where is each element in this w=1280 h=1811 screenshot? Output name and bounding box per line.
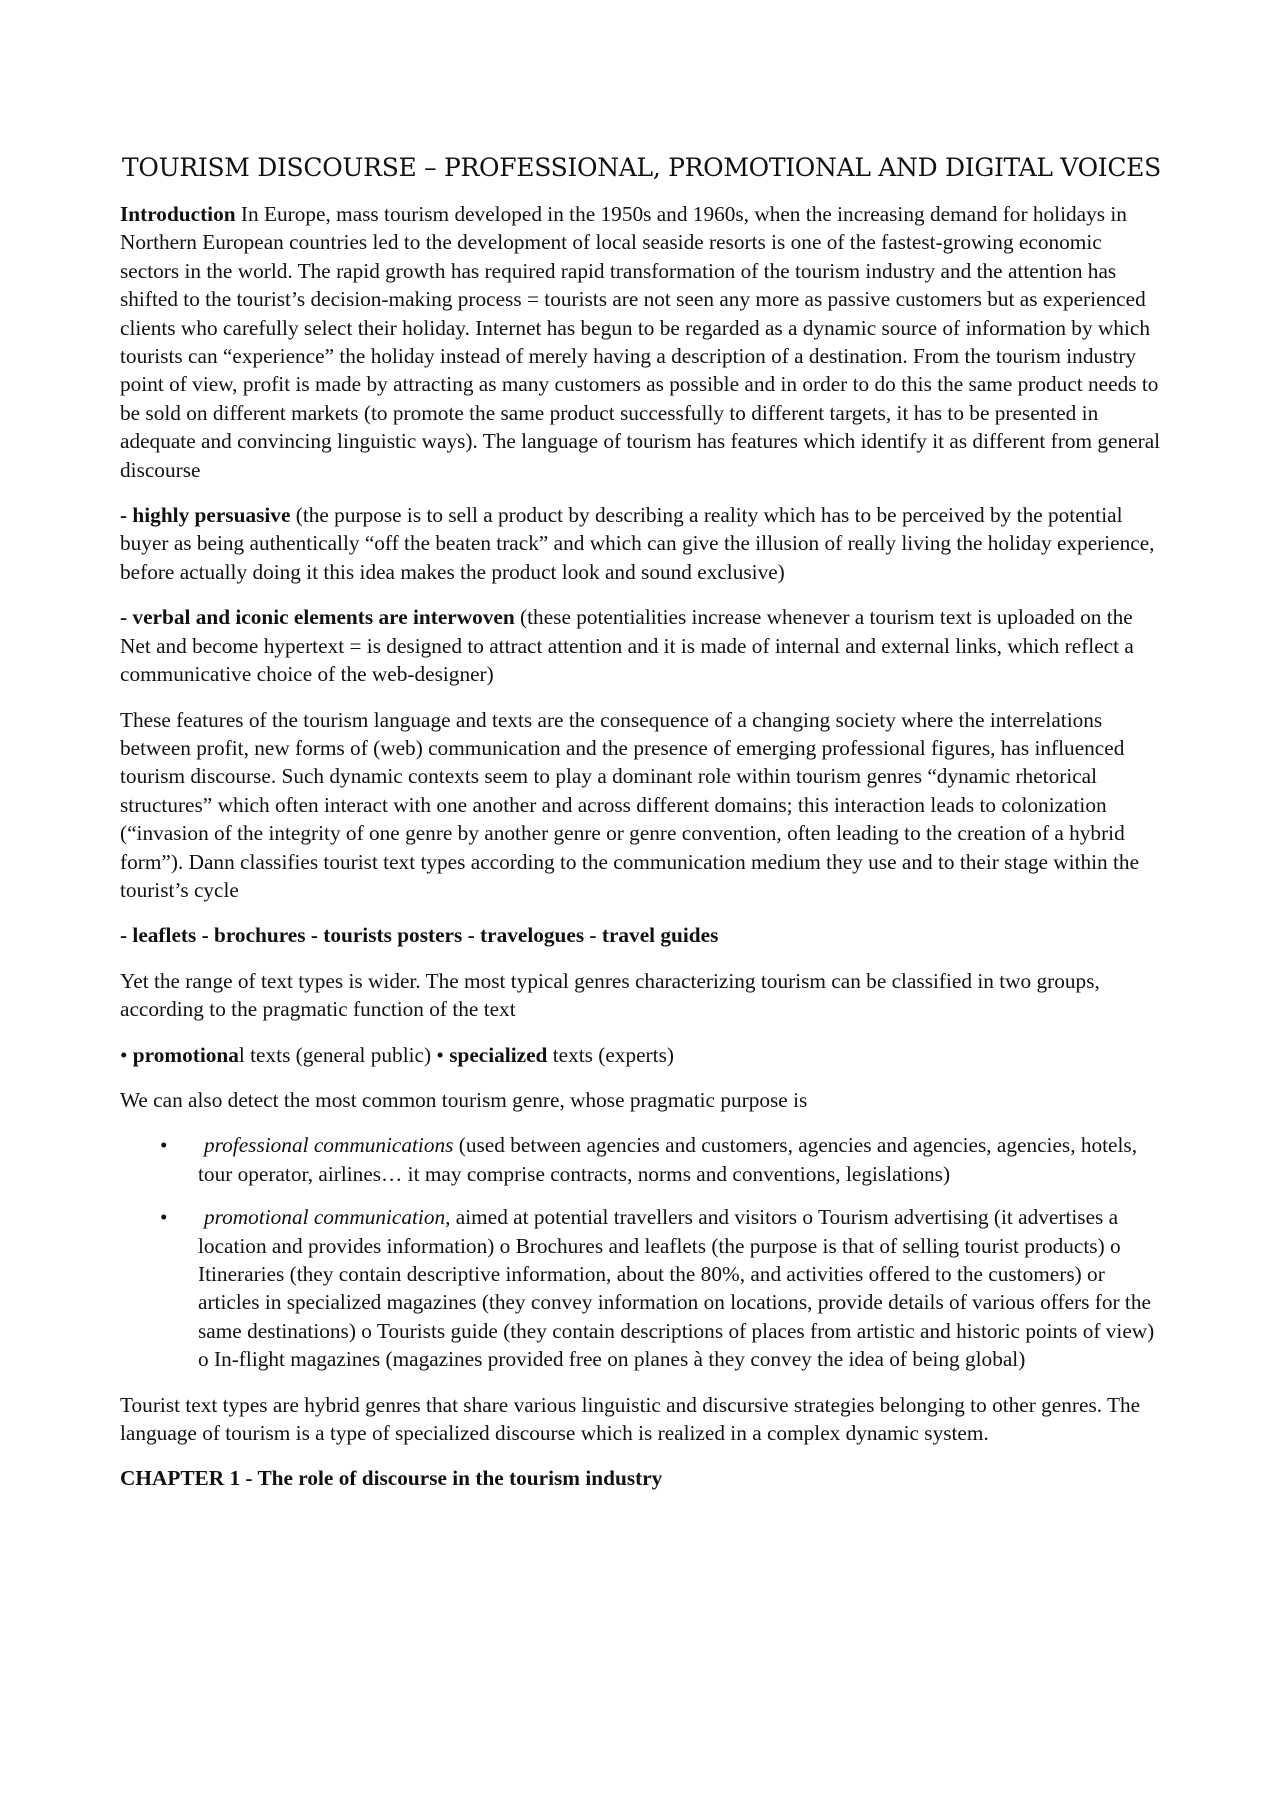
- chapter-heading: CHAPTER 1 - The role of discourse in the tourism industry: [120, 1466, 663, 1491]
- bullet-specialized: •: [436, 1042, 450, 1067]
- promotional-text: l texts (general public): [238, 1042, 437, 1067]
- hybrid-paragraph: Tourist text types are hybrid genres that share various linguistic and discursive strategies belonging to other genres. The language of tourism is a type of specialized discourse which is realized in a complex dynamic system.: [120, 1392, 1141, 1446]
- feature-interwoven: [120, 603, 1163, 688]
- promotional-label: promotiona: [132, 1042, 239, 1067]
- intro-paragraph: [120, 200, 1163, 484]
- list-item: [120, 1131, 1163, 1188]
- genre-professional-text: (used between agencies and customers, agencies and agencies, agencies, hotels, tour operator, airlines… it may comprise contracts, norms and conventions, legislations): [198, 1133, 1138, 1186]
- document-title: TOURISM DISCOURSE – PROFESSIONAL, PROMOTIONAL AND DIGITAL VOICES: [122, 153, 1161, 182]
- range-paragraph: Yet the range of text types is wider. The most typical genres characterizing tourism can be classified in two groups, according to the pragmatic function of the text: [120, 968, 1100, 1022]
- genre-promotional-text: aimed at potential travellers and visitors o Tourism advertising (it advertises a location and provides information) o Brochures and leaflets (the purpose is that of selling tourist products) o Itineraries (they contain descriptive information, about the 80%, and activities offered to the customers) or articles in specialized magazines (they convey information on locations, provide details of various offers for the same destinations) o Tourists guide (they contain descriptions of places from artistic and historic points of view) o In-flight magazines (magazines provided free on planes à they convey the idea of being global): [198, 1205, 1155, 1372]
- genre-professional-label: professional communications: [204, 1133, 454, 1158]
- bullet-marker: •: [160, 1133, 168, 1158]
- genre-list: [120, 1131, 1163, 1373]
- feature-persuasive: [120, 501, 1163, 586]
- feature-persuasive-label: - highly persuasive: [120, 503, 291, 528]
- text-types-line: [120, 921, 1163, 949]
- feature-persuasive-text: (the purpose is to sell a product by describing a reality which has to be perceived by the potential buyer as being authentically “off the beaten track” and which can give the illusion of really living the holiday experience, before actually doing it this idea makes the product look and sound exclusive): [120, 503, 1155, 584]
- detect-paragraph: We can also detect the most common tourism genre, whose pragmatic purpose is: [120, 1087, 808, 1112]
- list-item: [120, 1203, 1163, 1373]
- society-paragraph: These features of the tourism language and texts are the consequence of a changing society where the interrelations between profit, new forms of (web) communication and the presence of emerging professional figures, has influenced tourism discourse. Such dynamic contexts seem to play a dominant role within tourism genres “dynamic rhetorical structures” which often interact with one another and across different domains; this interaction leads to colonization (“invasion of the integrity of one genre by another genre or genre convention, often leading to the creation of a hybrid form”). Dann classifies tourist text types according to the communication medium they use and to their stage within the tourist’s cycle: [120, 707, 1140, 902]
- genre-promotional-label: promotional communication,: [204, 1205, 451, 1230]
- specialized-text: texts (experts): [547, 1042, 674, 1067]
- feature-interwoven-label: - verbal and iconic elements are interwoven: [120, 605, 515, 630]
- bullet-promotional: •: [120, 1042, 133, 1067]
- groups-line: [120, 1041, 1163, 1069]
- bullet-marker: •: [160, 1205, 168, 1230]
- specialized-label: specialized: [449, 1042, 548, 1067]
- intro-heading: Introduction: [120, 202, 236, 226]
- feature-interwoven-text: (these potentialities increase whenever a tourism text is uploaded on the Net and become hypertext = is designed to attract attention and it is made of internal and external links, which reflect a communicative choice of the web-designer): [120, 605, 1134, 687]
- intro-text: In Europe, mass tourism developed in the 1950s and 1960s, when the increasing demand for holidays in Northern European countries led to the development of local seaside resorts is one of the fastest-growing economic sectors in the world. The rapid growth has required rapid transformation of the tourism industry and the attention has shifted to the tourist’s decision-making process = tourists are not seen any more as passive customers but as experienced clients who carefully select their holiday. Internet has begun to be regarded as a dynamic source of information by which tourists can “experience” the holiday instead of merely having a description of a destination. From the tourism industry point of view, profit is made by attracting as many customers as possible and in order to do this the same product needs to be sold on different markets (to promote the same product successfully to different targets, it has to be presented in adequate and convincing linguistic ways). The language of tourism has features which identify it as different from general discourse: [120, 202, 1161, 482]
- document-page: [120, 150, 1163, 1510]
- chapter-heading-line: [120, 1464, 1163, 1492]
- text-types-list: - leaflets - brochures - tourists posters - travelogues - travel guides: [120, 923, 719, 948]
